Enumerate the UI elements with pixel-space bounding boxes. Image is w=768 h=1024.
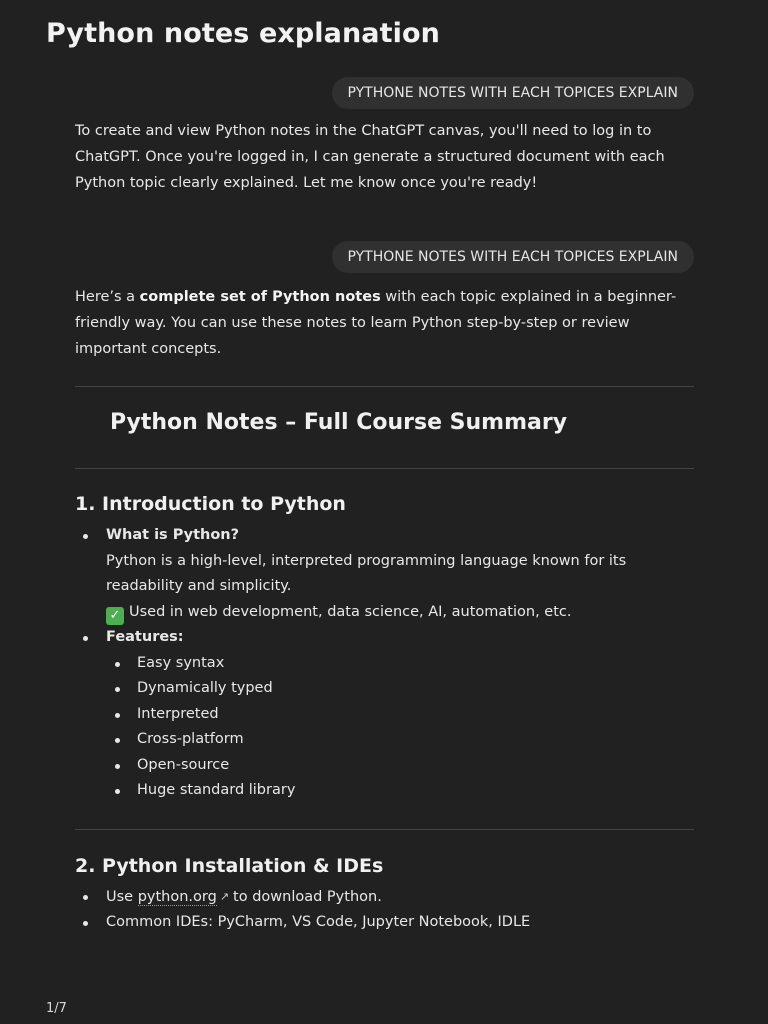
bullet-icon (83, 534, 88, 539)
section-heading-introduction: 1. Introduction to Python (75, 493, 346, 515)
installation-list (75, 884, 695, 935)
divider (75, 468, 694, 469)
course-title: Python Notes – Full Course Summary (110, 410, 568, 435)
feature-item (75, 778, 695, 804)
list-item (75, 910, 695, 936)
feature-item (75, 727, 695, 753)
bullet-icon (83, 921, 88, 926)
reply-text: To create and view Python notes in the ChatGPT canvas, you'll need to log in to ChatGPT. Once you're logged in, I can generate a structured document with each Python topic clearly explained. Let me know once you're ready! (75, 123, 665, 191)
feature-text: Huge standard library (137, 782, 296, 798)
feature-text: Dynamically typed (137, 680, 273, 696)
ides-text: Common IDEs: PyCharm, VS Code, Jupyter Notebook, IDLE (106, 913, 531, 930)
list-item (75, 884, 695, 910)
bullet-icon (83, 636, 88, 641)
assistant-reply (75, 118, 695, 196)
feature-text: Cross-platform (137, 731, 244, 747)
document-title: Python notes explanation (46, 18, 440, 49)
bullet-icon (83, 895, 88, 900)
user-message-bubble: PYTHONE NOTES WITH EACH TOPICES EXPLAIN (332, 77, 695, 109)
divider (75, 829, 694, 830)
list-item (75, 523, 695, 549)
feature-text: Interpreted (137, 705, 219, 722)
python-uses-text: Used in web development, data science, AI, automation, etc. (129, 603, 572, 620)
what-is-python-text: Python is a high-level, interpreted programming language known for its (106, 552, 627, 569)
intro-text-start: Here’s a (75, 289, 140, 305)
feature-text: Easy syntax (137, 654, 225, 671)
divider (75, 386, 694, 387)
install-text-end: to download Python. (233, 889, 382, 905)
intro-text-end: with each topic explained in a beginner-friendly way. You can use these notes to learn Python step-by-step or review important concepts. (75, 289, 677, 357)
bullet-icon (115, 789, 120, 794)
bullet-icon (115, 764, 120, 769)
list-item-continuation (75, 574, 695, 600)
page-indicator: 1/7 (46, 1001, 67, 1016)
python-org-link[interactable]: python.org (137, 889, 217, 905)
features-label: Features: (106, 629, 184, 645)
assistant-reply-intro (75, 284, 695, 362)
intro-emphasis: complete set of Python notes (139, 289, 381, 305)
reply-intro-text (75, 284, 695, 362)
bullet-icon (115, 687, 120, 692)
feature-text: Open-source (137, 756, 230, 773)
bullet-icon (115, 738, 120, 743)
external-link-icon[interactable]: ↗ (219, 890, 230, 903)
feature-item (75, 651, 695, 677)
list-item-continuation (75, 549, 695, 575)
section-heading-installation: 2. Python Installation & IDEs (75, 855, 384, 877)
user-message-bubble: PYTHONE NOTES WITH EACH TOPICES EXPLAIN (332, 241, 695, 273)
what-is-python-text: readability and simplicity. (106, 578, 292, 594)
what-is-python-label: What is Python? (106, 527, 240, 543)
bullet-icon (115, 662, 120, 667)
python-uses (106, 600, 571, 626)
feature-item (75, 702, 695, 728)
feature-item (75, 676, 695, 702)
list-item-continuation (75, 600, 695, 626)
install-text-start: Use (106, 889, 138, 905)
check-mark-icon: ✓ (106, 607, 124, 625)
feature-item (75, 753, 695, 779)
install-text (106, 884, 382, 911)
list-item (75, 625, 695, 651)
introduction-list (75, 523, 695, 804)
bullet-icon (115, 713, 120, 718)
